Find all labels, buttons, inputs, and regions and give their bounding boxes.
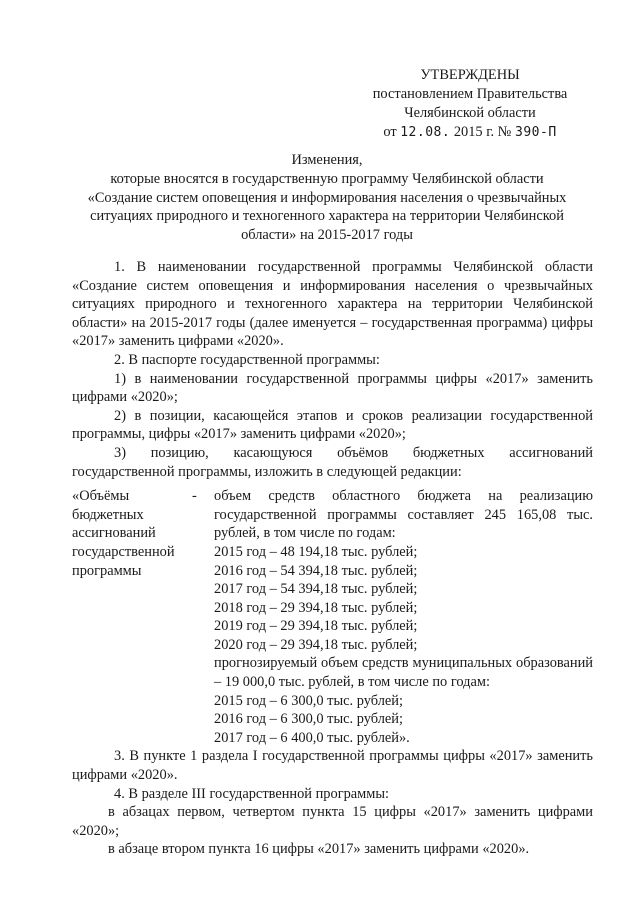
municipal-year-line: 2017 год – 6 400,0 тыс. рублей». [214,729,410,746]
approval-date-line [360,123,580,142]
paragraph-4: 4. В разделе III государственной программы: [114,785,390,802]
municipal-year-line: 2016 год – 6 300,0 тыс. рублей; [214,711,403,728]
title-line-4: ситуациях природного и техногенного характера на территории Челябинской [90,208,564,225]
municipal-year-line: 2015 год – 6 300,0 тыс. рублей; [214,692,403,709]
passport-years [214,543,593,655]
paragraph-4-1: в абзацах первом, четвертом пункта 15 цифры «2017» заменить цифрами «2020»; [72,804,593,839]
passport-dash: - [192,488,197,505]
passport-intro: объем средств областного бюджета на реализацию государственной программы составляет 245 165,08 тыс. рублей, в том числе по годам: [214,488,593,542]
passport-municipal: прогнозируемый объем средств муниципальных образований – 19 000,0 тыс. рублей, в том числе по годам: [214,655,593,691]
passport-label-line: ассигнований [72,525,156,542]
document-body [72,258,593,859]
paragraph-2-2: 2) в позиции, касающейся этапов и сроков реализации государственной программы, цифры «2017» заменить цифрами «2020»; [72,407,593,443]
paragraph-2-1: 1) в наименовании государственной программы цифры «2017» заменить цифрами «2020»; [72,370,593,406]
paragraph-2-3: 3) позицию, касающуюся объёмов бюджетных ассигнований государственной программы, изложить в следующей редакции: [72,444,593,480]
year-line: 2020 год – 29 394,18 тыс. рублей; [214,636,418,653]
passport-table [72,487,593,747]
passport-value [214,487,593,747]
title-line-1: Изменения, [291,152,363,168]
year-line: 2018 год – 29 394,18 тыс. рублей; [214,599,418,616]
year-line: 2019 год – 29 394,18 тыс. рублей; [214,618,418,635]
paragraph-1: 1. В наименовании государственной программы Челябинской области «Создание систем оповещения и информирования населения о чрезвычайных ситуациях природного и техногенного характера на территории Челябинской области» на 2015-2017 годы (далее именуется – государственная программа) цифры «2017» заменить цифрами «2020». [72,259,593,350]
passport-label-line: «Объёмы [72,488,130,505]
title-line-2: которые вносятся в государственную программу Челябинской области [110,170,544,187]
title-line-3: «Создание систем оповещения и информирования населения о чрезвычайных [87,189,567,206]
approval-heading: УТВЕРЖДЕНЫ [420,67,520,83]
paragraph-2: 2. В паспорте государственной программы: [114,351,380,368]
approval-date: 12.08. [400,125,451,140]
passport-label-line: государственной [72,543,175,560]
approval-block [360,66,580,142]
approval-prefix: от [383,124,397,140]
title-line-5: области» на 2015-2017 годы [241,227,413,244]
year-line: 2016 год – 54 394,18 тыс. рублей; [214,562,418,579]
document-title [68,151,586,245]
approval-line-3: Челябинской области [404,105,536,121]
approval-line-2: постановлением Правительства [372,86,568,102]
paragraph-3: 3. В пункте 1 раздела I государственной программы цифры «2017» заменить цифрами «2020». [72,748,593,784]
approval-number: 390-П [515,125,557,140]
approval-year: 2015 г. № [453,124,512,140]
passport-label-line: бюджетных [72,506,144,523]
passport-label [72,487,192,747]
paragraph-4-2: в абзаце втором пункта 16 цифры «2017» заменить цифрами «2020». [108,841,530,858]
passport-label-line: программы [72,562,142,579]
passport-municipal-years [214,692,593,748]
year-line: 2017 год – 54 394,18 тыс. рублей; [214,581,418,598]
year-line: 2015 год – 48 194,18 тыс. рублей; [214,543,418,560]
